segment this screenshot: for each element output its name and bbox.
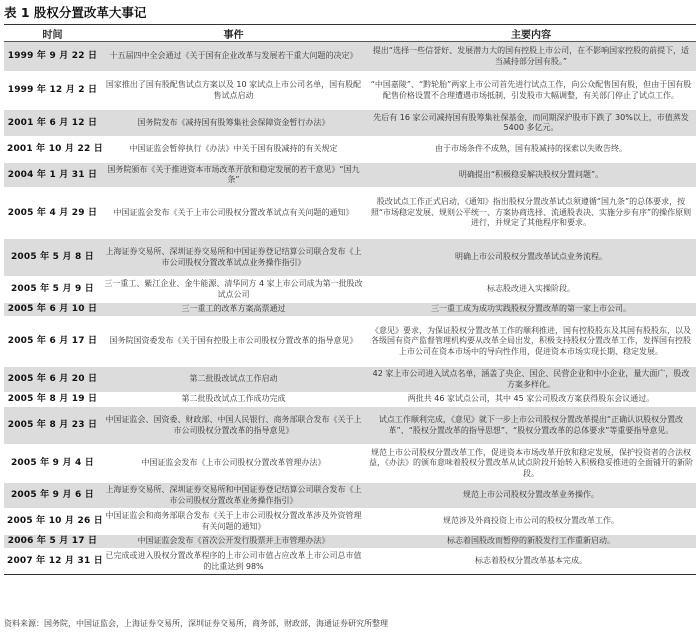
event-content: 42 家上市公司进入试点名单，涵盖了央企、国企、民营企业和中小企业，量大面广，股改方案多样化。 <box>366 367 696 393</box>
table-row <box>4 303 696 317</box>
event-date: 2005 年 6 月 10 日 <box>4 303 101 317</box>
column-header-event: 事件 <box>101 25 366 42</box>
event-description: 三一重工的改革方案高票通过 <box>101 303 366 317</box>
event-date: 2005 年 4 月 29 日 <box>4 188 101 239</box>
event-date: 1999 年 12 月 2 日 <box>4 72 101 110</box>
event-content: 规范涉及外商投资上市公司的股权分置改革工作。 <box>366 509 696 535</box>
table-row <box>4 483 696 509</box>
event-content: 三一重工成为成功实践股权分置改革的第一家上市公司。 <box>366 303 696 317</box>
event-description: 中国证监会和商务部联合发布《关于上市公司股权分置改革涉及外资管理有关问题的通知》 <box>101 509 366 535</box>
column-header-content: 主要内容 <box>366 25 696 42</box>
event-description: 中国证监会发布《上市公司股权分置改革管理办法》 <box>101 445 366 483</box>
event-date: 2005 年 8 月 19 日 <box>4 393 101 407</box>
table-row <box>4 535 696 549</box>
table-row <box>4 509 696 535</box>
event-date: 2004 年 1 月 31 日 <box>4 163 101 188</box>
event-content: 由于市场条件不成熟，国有股减持的探索以失败告终。 <box>366 137 696 163</box>
event-description: 中国证监会发布《关于上市公司股权分置改革试点有关问题的通知》 <box>101 188 366 239</box>
event-description: 国家推出了国有股配售试点方案以及 10 家试点上市公司名单，国有股配售试点启动 <box>101 72 366 110</box>
table-row <box>4 407 696 445</box>
event-content: 明确提出“积极稳妥解决股权分置问题”。 <box>366 163 696 188</box>
event-date: 2005 年 6 月 20 日 <box>4 367 101 393</box>
event-content: 规范上市公司股权分置改革业务操作。 <box>366 483 696 509</box>
event-date: 2005 年 5 月 9 日 <box>4 277 101 303</box>
event-date: 1999 年 9 月 22 日 <box>4 42 101 72</box>
event-content: 规范上市公司股权分置改革工作，促进资本市场改革开放和稳定发展，保护投资者的合法权益，《办法》的颁布意味着股权分置改革从试点阶段开始转入积极稳妥推进的全面铺开的新阶段。 <box>366 445 696 483</box>
table-row <box>4 137 696 163</box>
event-description: 上海证券交易所、深圳证券交易所和中国证券登记结算公司联合发布《上市公司股权分置改革业务操作指引》 <box>101 483 366 509</box>
event-date: 2006 年 5 月 17 日 <box>4 535 101 549</box>
event-description: 上海证券交易所、深圳证券交易所和中国证券登记结算公司联合发布《上市公司股权分置改革试点业务操作指引》 <box>101 239 366 277</box>
event-description: 三一重工、紫江企业、金牛能源、清华同方 4 家上市公司成为第一批股改试点公司 <box>101 277 366 303</box>
event-content: 明确上市公司股权分置改革试点业务流程。 <box>366 239 696 277</box>
table-row <box>4 239 696 277</box>
event-content: 试点工作顺利完成，《意见》就下一步上市公司股权分置改革提出“正确认识股权分置改革”、“股权分置改革的指导思想”、“股权分置改革的总体要求”等重要指导意见。 <box>366 407 696 445</box>
event-description: 已完成或进入股权分置改革程序的上市公司市值占应改革上市公司总市值的比重达到 98% <box>101 549 366 575</box>
table-body <box>4 42 696 575</box>
event-description: 第二批股改试点工作启动 <box>101 367 366 393</box>
event-content: 股改试点工作正式启动，《通知》指出股权分置改革试点须遵循“国九条”的总体要求，按照“市场稳定发展、规则公平统一、方案协商选择、流通股表决、实施分步有序”的操作原则进行，并规定了其他程序和要求。 <box>366 188 696 239</box>
event-description: 第二批股改试点工作成功完成 <box>101 393 366 407</box>
table-header-row <box>4 25 696 42</box>
table-row <box>4 188 696 239</box>
event-description: 中国证监会暂停执行《办法》中关于国有股减持的有关规定 <box>101 137 366 163</box>
event-description: 中国证监会、国资委、财政部、中国人民银行、商务部联合发布《关于上市公司股权分置改革的指导意见》 <box>101 407 366 445</box>
table-row <box>4 549 696 575</box>
event-date: 2005 年 9 月 4 日 <box>4 445 101 483</box>
event-date: 2005 年 8 月 23 日 <box>4 407 101 445</box>
source-note: 资料来源：国务院，中国证监会，上海证券交易所，深圳证券交易所，商务部，财政部，海通证券研究所整理 <box>4 619 388 628</box>
event-date: 2001 年 6 月 12 日 <box>4 110 101 137</box>
table-row <box>4 317 696 367</box>
event-date: 2007 年 12 月 31 日 <box>4 549 101 575</box>
table-row <box>4 42 696 72</box>
event-content: 提出“选择一些信誉好、发展潜力大的国有控股上市公司，在不影响国家控股的前提下，适当减持部分国有股。” <box>366 42 696 72</box>
table-row <box>4 163 696 188</box>
event-content: 标志股改进入实操阶段。 <box>366 277 696 303</box>
table-row <box>4 367 696 393</box>
event-content: 两批共 46 家试点公司，其中 45 家公司股改方案获得股东会议通过。 <box>366 393 696 407</box>
event-date: 2005 年 10 月 26 日 <box>4 509 101 535</box>
event-date: 2001 年 10 月 22 日 <box>4 137 101 163</box>
event-description: 国务院发布《减持国有股筹集社会保障资金暂行办法》 <box>101 110 366 137</box>
event-content: 《意见》要求，为保证股权分置改革工作的顺利推进，国有控股股东及其国有股股东，以及各级国有资产监督管理机构要从改革全局出发，积极支持股权分置改革工作，发挥国有控股上市公司在资本市场中的导向性作用，促进资本市场实现长期、稳定发展。 <box>366 317 696 367</box>
event-description: 国务院颁布《关于推进资本市场改革开放和稳定发展的若干意见》“国九条” <box>101 163 366 188</box>
table-row <box>4 393 696 407</box>
event-content: 先后有 16 家公司减持国有股筹集社保基金，而同期深沪股市下跌了 30%以上，市值蒸发 5400 多亿元。 <box>366 110 696 137</box>
event-description: 国务院国资委发布《关于国有控股上市公司股权分置改革的指导意见》 <box>101 317 366 367</box>
event-content: 标志着股权分置改革基本完成。 <box>366 549 696 575</box>
event-content: “中国嘉陵”、“黔轮胎”两家上市公司首先进行试点工作，向公众配售国有股，但由于国有股配售价格设置不合理遭遇市场抵制，引发股市大幅调整，有关部门停止了试点工作。 <box>366 72 696 110</box>
event-date: 2005 年 6 月 17 日 <box>4 317 101 367</box>
table-row <box>4 72 696 110</box>
event-description: 十五届四中全会通过《关于国有企业改革与发展若干重大问题的决定》 <box>101 42 366 72</box>
event-description: 中国证监会发布《首次公开发行股票并上市管理办法》 <box>101 535 366 549</box>
table-row <box>4 445 696 483</box>
event-date: 2005 年 9 月 6 日 <box>4 483 101 509</box>
table-row <box>4 110 696 137</box>
event-date: 2005 年 5 月 8 日 <box>4 239 101 277</box>
column-header-time: 时间 <box>4 25 101 42</box>
table-title: 表 1 股权分置改革大事记 <box>4 5 147 20</box>
event-content: 标志着国股改而暂停的新股发行工作重新启动。 <box>366 535 696 549</box>
table-row <box>4 277 696 303</box>
milestone-table <box>4 24 696 575</box>
